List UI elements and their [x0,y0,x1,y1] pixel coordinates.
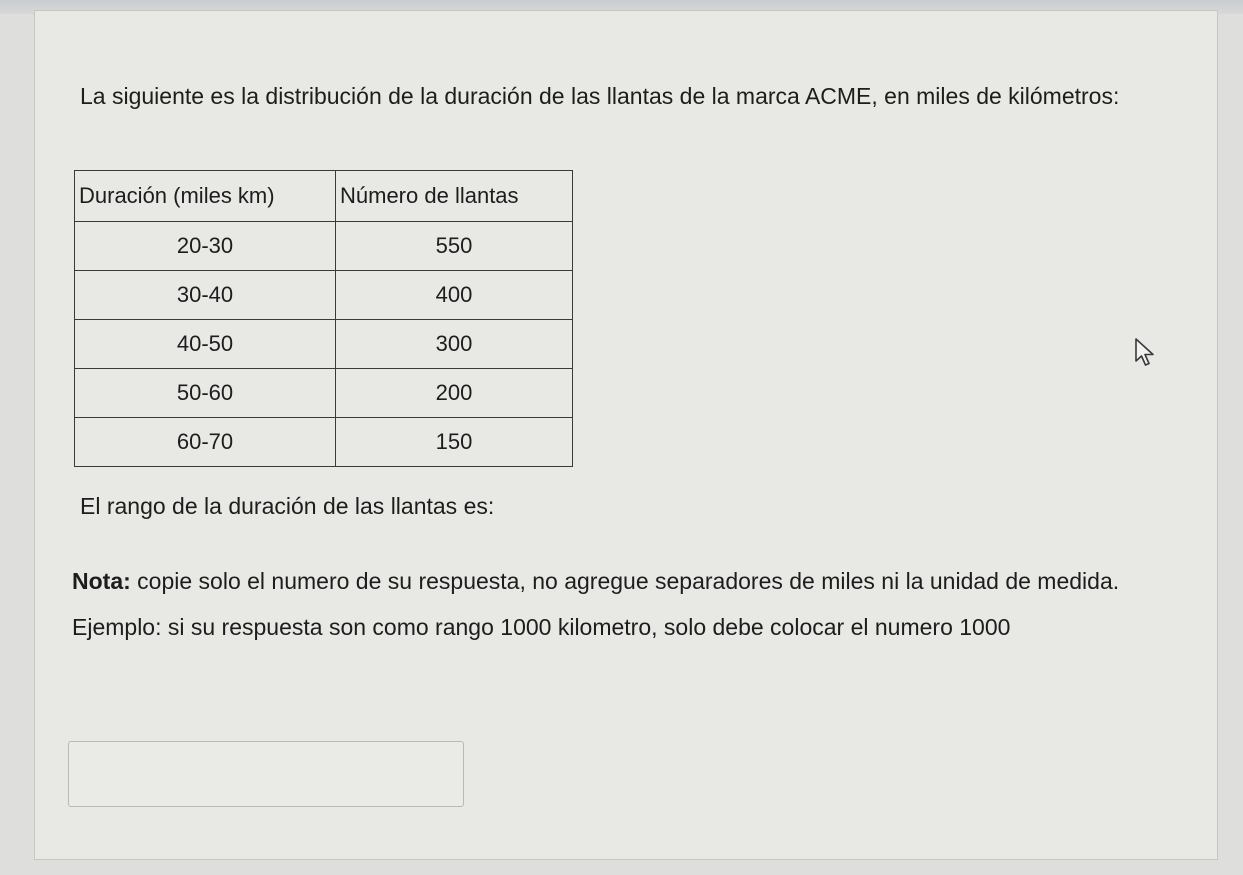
duration-cell: 20-30 [75,222,336,271]
column-header-tire-count: Número de llantas [336,171,573,222]
table-row [75,369,573,418]
tire-count-cell: 200 [336,369,573,418]
tire-count-cell: 150 [336,418,573,467]
question-text: El rango de la duración de las llantas es: [80,493,495,519]
table-row [75,222,573,271]
table-row [75,271,573,320]
column-header-duration: Duración (miles km) [75,171,336,222]
question-prompt: La siguiente es la distribución de la duración de las llantas de la marca ACME, en miles de kilómetros: [80,83,1120,109]
answer-note [72,558,1182,650]
table-header-row [75,171,573,222]
distribution-table [74,170,573,467]
duration-cell: 60-70 [75,418,336,467]
note-label: Nota: [72,568,131,594]
duration-cell: 50-60 [75,369,336,418]
tire-count-cell: 300 [336,320,573,369]
answer-input[interactable] [68,741,464,807]
duration-cell: 30-40 [75,271,336,320]
note-text: copie solo el numero de su respuesta, no agregue separadores de miles ni la unidad de medida. Ejemplo: si su respuesta son como rango 1000 kilometro, solo debe colocar el numero 1000 [72,568,1120,640]
mouse-pointer-icon [1133,337,1157,367]
tire-count-cell: 550 [336,222,573,271]
duration-cell: 40-50 [75,320,336,369]
table-row [75,320,573,369]
table-row [75,418,573,467]
tire-count-cell: 400 [336,271,573,320]
